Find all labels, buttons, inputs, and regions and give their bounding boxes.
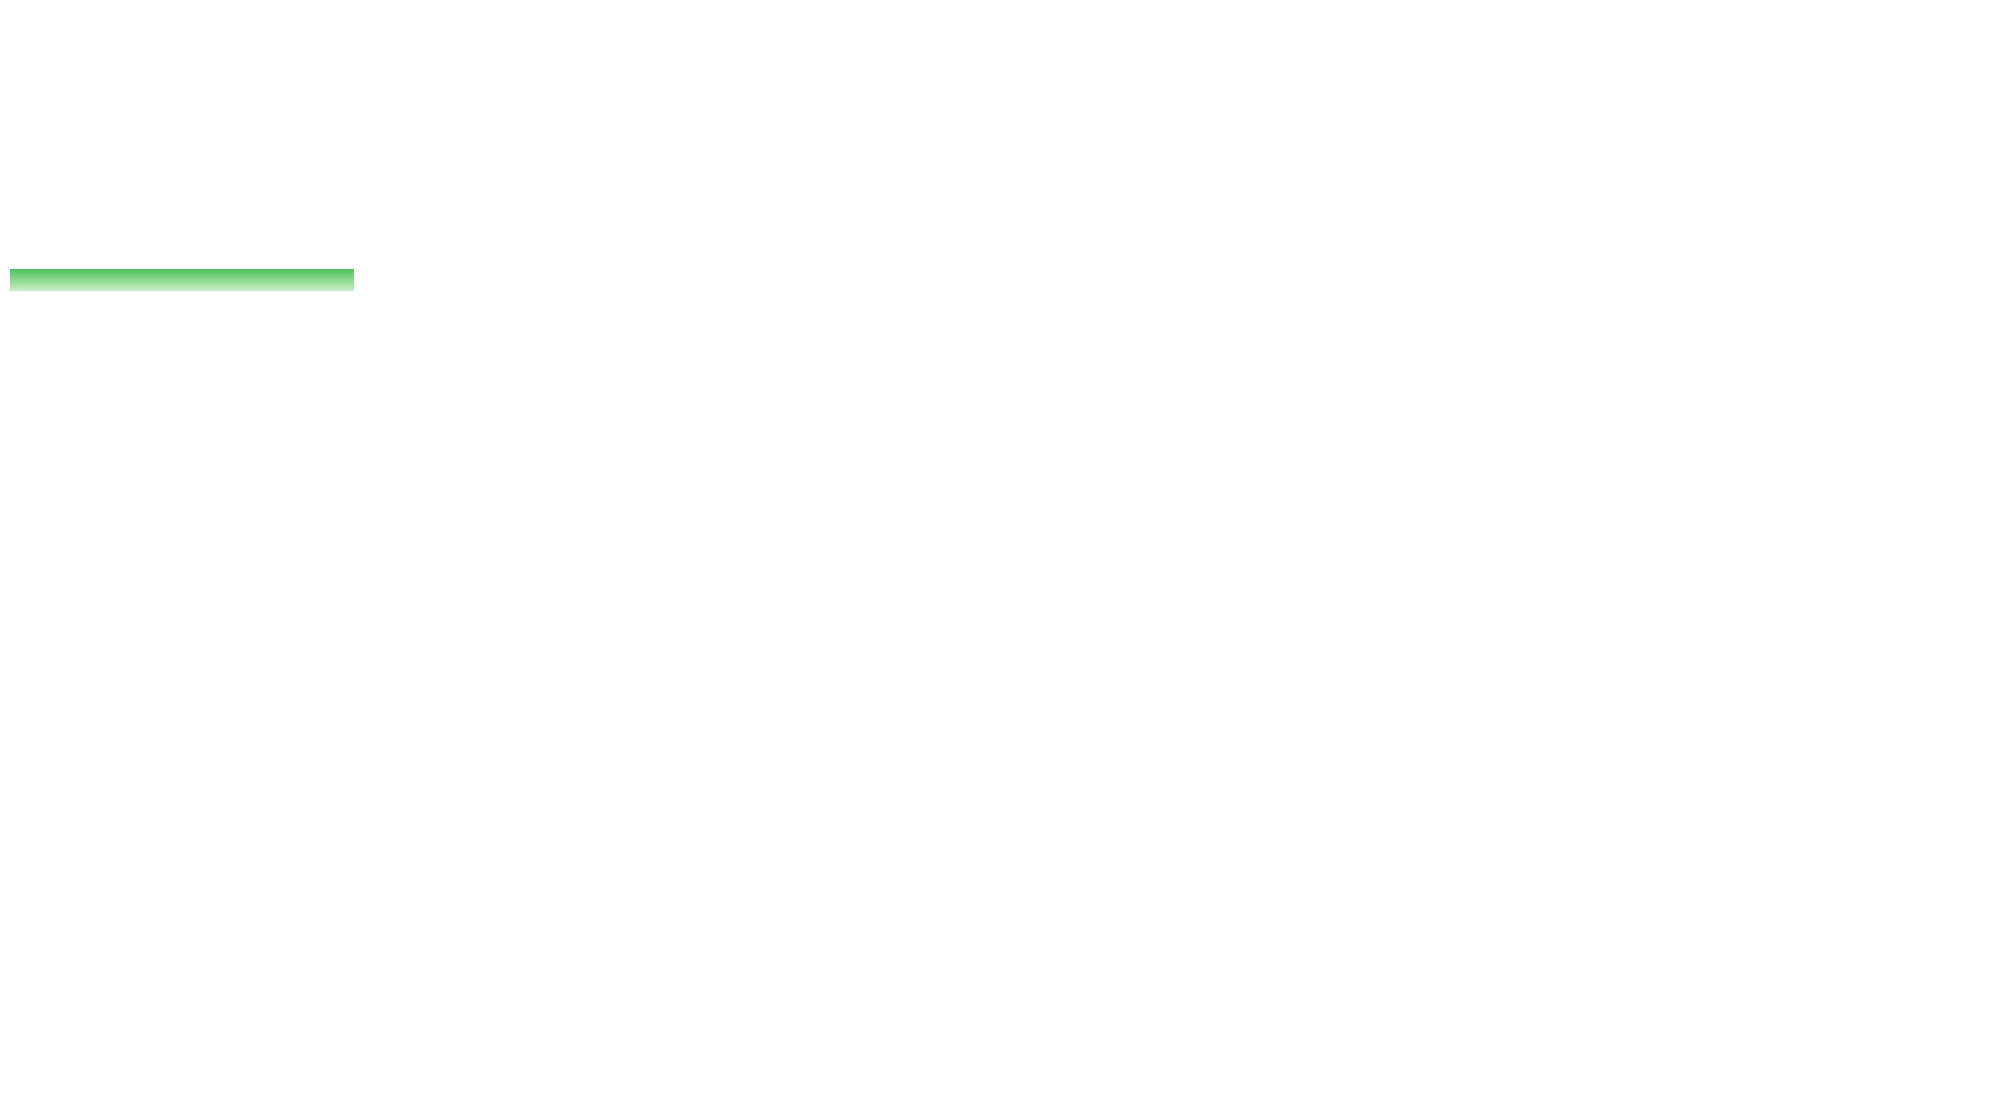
section-label (10, 269, 354, 291)
notes-panel (1780, 298, 1998, 312)
column-header-area (0, 0, 2000, 270)
